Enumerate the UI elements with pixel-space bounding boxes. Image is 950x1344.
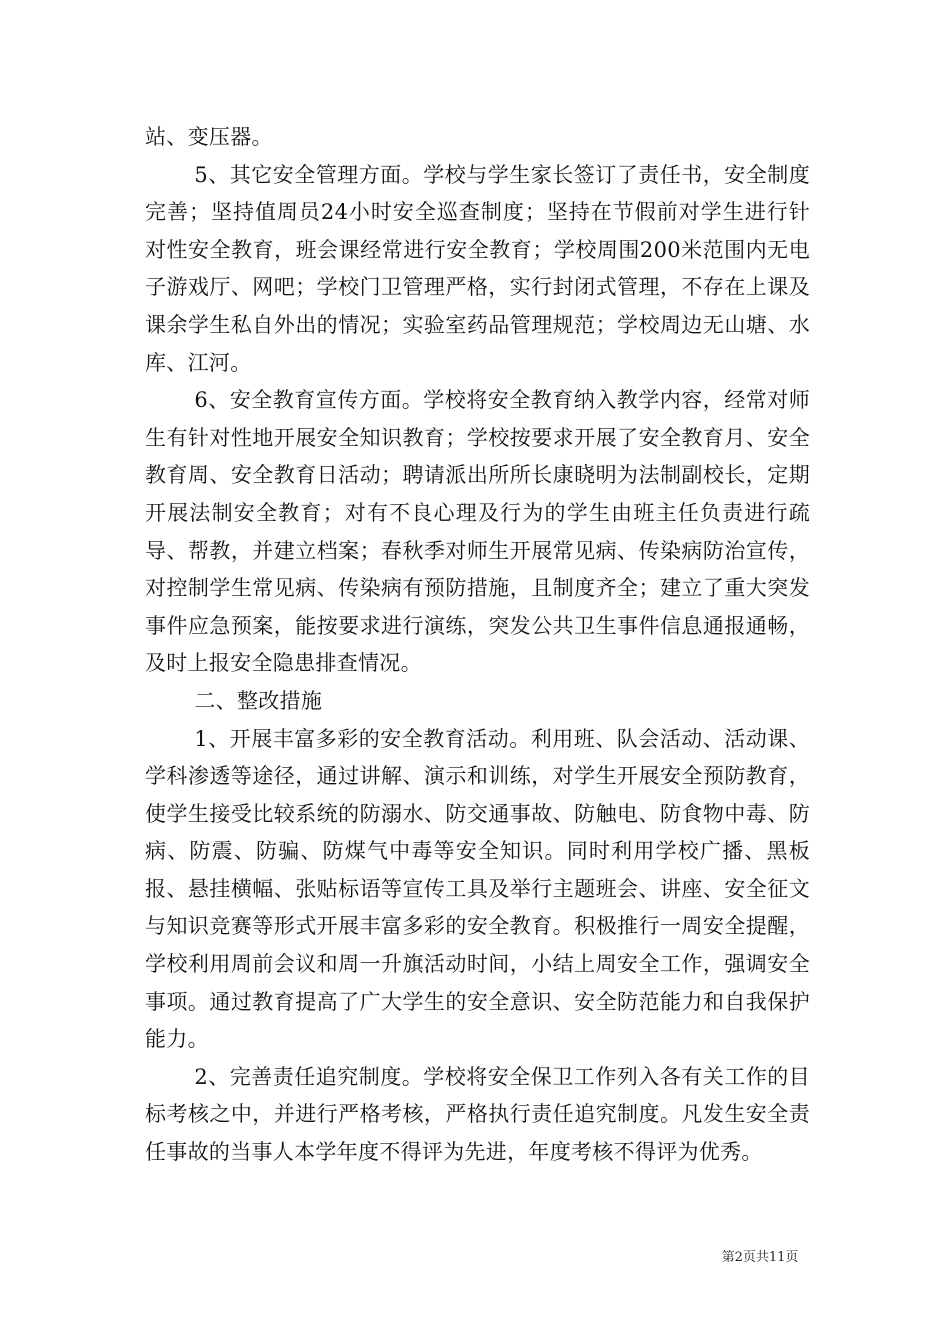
paragraph-continuation: 站、变压器。 bbox=[145, 125, 273, 149]
paragraph-other-safety-management: 5、其它安全管理方面。学校与学生家长签订了责任书，安全制度完善；坚持值周员24小时安全巡查制度；坚持在节假前对学生进行针对性安全教育，班会课经常进行安全教育；学校周围200米范围内无电子游戏厅、网吧；学校门卫管理严格，实行封闭式管理，不存在上课及课余学生私自外出的情况；实验室药品管理规范；学校周边无山塘、水库、江河。 bbox=[145, 162, 810, 375]
page-footer bbox=[0, 1246, 950, 1265]
section-heading-rectification: 二、整改措施 bbox=[194, 688, 323, 713]
paragraph-accountability-system: 2、完善责任追究制度。学校将安全保卫工作列入各有关工作的目标考核之中，并进行严格考核，严格执行责任追究制度。凡发生安全责任事故的当事人本学年度不得评为先进，年度考核不得评为优秀。 bbox=[145, 1064, 810, 1165]
paragraph-safety-education-activities: 1、开展丰富多彩的安全教育活动。利用班、队会活动、活动课、学科渗透等途径，通过讲解、演示和训练，对学生开展安全预防教育，使学生接受比较系统的防溺水、防交通事故、防触电、防食物中毒、防病、防震、防骗、防煤气中毒等安全知识。同时利用学校广播、黑板报、悬挂横幅、张贴标语等宣传工具及举行主题班会、讲座、安全征文与知识竞赛等形式开展丰富多彩的安全教育。积极推行一周安全提醒，学校利用周前会议和周一升旗活动时间，小结上周安全工作，强调安全事项。通过教育提高了广大学生的安全意识、安全防范能力和自我保护能力。 bbox=[145, 726, 810, 1052]
page-number-label: 第2页共11页 bbox=[721, 1250, 799, 1265]
document-body bbox=[145, 119, 810, 1172]
paragraph-safety-education-publicity: 6、安全教育宣传方面。学校将安全教育纳入教学内容，经常对师生有针对性地开展安全知识教育；学校按要求开展了安全教育月、安全教育周、安全教育日活动；聘请派出所所长康晓明为法制副校长，定期开展法制安全教育；对有不良心理及行为的学生由班主任负责进行疏导、帮教，并建立档案；春秋季对师生开展常见病、传染病防治宣传，对控制学生常见病、传染病有预防措施，且制度齐全；建立了重大突发事件应急预案，能按要求进行演练，突发公共卫生事件信息通报通畅，及时上报安全隐患排查情况。 bbox=[145, 388, 810, 676]
